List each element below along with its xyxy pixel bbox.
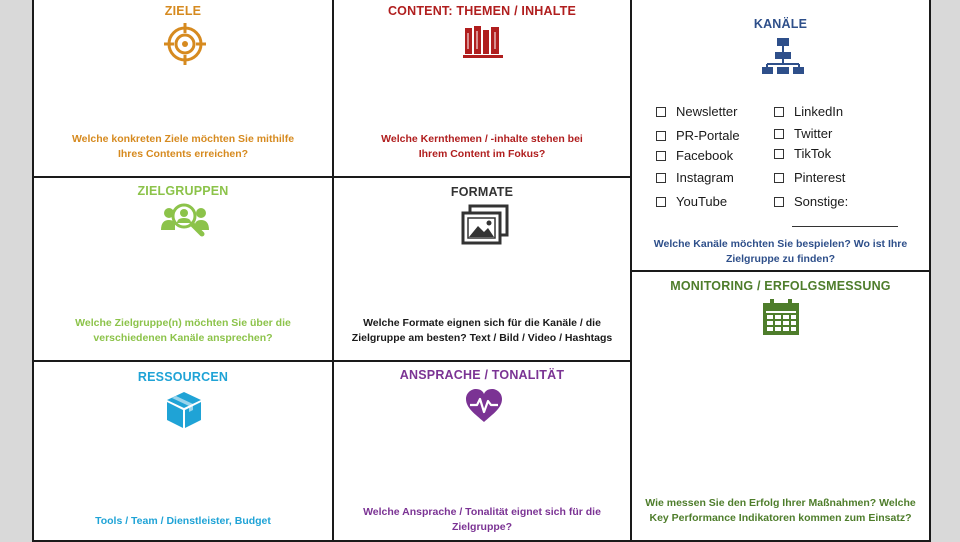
channel-option[interactable] (656, 148, 733, 163)
images-icon (460, 204, 510, 246)
channel-option[interactable] (656, 170, 734, 185)
panel-title-ziele: ZIELE (164, 4, 202, 18)
panel-ziele (32, 0, 334, 178)
panel-question-ziele: Welche konkreten Ziele möchten Sie mithilfe Ihres Contents erreichen? (71, 133, 295, 160)
checkbox[interactable] (656, 151, 666, 161)
panel-title-ressourcen: RESSOURCEN (137, 370, 229, 384)
panel-question-ressourcen: Tools / Team / Dienstleister, Budget (95, 515, 271, 527)
panel-question-ansprache: Welche Ansprache / Tonalität eignet sich für die Zielgruppe? (363, 506, 601, 533)
panel-title-kanaele: KANÄLE (753, 17, 808, 31)
channel-label: Instagram (676, 170, 734, 185)
channel-option[interactable] (774, 146, 831, 161)
channel-label: Twitter (794, 126, 833, 141)
panel-formate (332, 176, 632, 362)
heart-pulse-icon (465, 388, 503, 424)
target-icon (163, 22, 207, 66)
panel-ressourcen (32, 360, 334, 542)
panel-title-content: CONTENT: THEMEN / INHALTE (387, 4, 577, 18)
panel-question-content: Welche Kernthemen / -inhalte stehen bei Ihrem Content im Fokus? (381, 133, 583, 160)
panel-question-kanaele: Welche Kanäle möchten Sie bespielen? Wo ist Ihre Zielgruppe zu finden? (653, 238, 908, 265)
channel-label: TikTok (794, 146, 832, 161)
checkbox[interactable] (656, 197, 666, 207)
books-icon (463, 24, 503, 60)
channel-label: Sonstige: (794, 194, 849, 209)
panel-title-ansprache: ANSPRACHE / TONALITÄT (399, 368, 565, 382)
channel-label: YouTube (676, 194, 728, 209)
channel-label: Pinterest (794, 170, 846, 185)
panel-question-zielgruppen: Welche Zielgruppe(n) möchten Sie über die verschiedenen Kanäle ansprechen? (75, 317, 291, 344)
checkbox[interactable] (774, 107, 784, 117)
calendar-icon (762, 298, 800, 336)
channel-label: Newsletter (676, 104, 738, 119)
sitemap-icon (761, 37, 805, 75)
panel-title-zielgruppen: ZIELGRUPPEN (137, 184, 229, 198)
panel-question-monitoring: Wie messen Sie den Erfolg Ihrer Maßnahmen? Welche Key Performance Indikatoren kommen zum Einsatz? (645, 497, 916, 524)
box-icon (165, 390, 203, 430)
channel-option[interactable] (656, 194, 727, 209)
panel-content (332, 0, 632, 178)
channel-option[interactable] (656, 104, 737, 119)
checkbox[interactable] (774, 149, 784, 159)
channel-option[interactable] (774, 194, 848, 209)
channel-option[interactable] (656, 128, 740, 143)
checkbox[interactable] (774, 197, 784, 207)
panel-zielgruppen (32, 176, 334, 362)
channel-label: Facebook (676, 148, 734, 163)
channel-label: LinkedIn (794, 104, 844, 119)
checkbox[interactable] (656, 173, 666, 183)
checkbox[interactable] (774, 129, 784, 139)
panel-question-formate: Welche Formate eignen sich für die Kanäle / die Zielgruppe am besten? Text / Bild / Video / Hashtags (351, 317, 613, 344)
channel-option[interactable] (774, 126, 832, 141)
panel-title-monitoring: MONITORING / ERFOLGSMESSUNG (670, 279, 891, 293)
channel-option[interactable] (774, 170, 845, 185)
channel-label: PR-Portale (676, 128, 740, 143)
content-strategy-board (32, 0, 931, 542)
panel-title-formate: FORMATE (450, 185, 514, 199)
panel-monitoring (630, 270, 931, 542)
channel-option[interactable] (774, 104, 843, 119)
checkbox[interactable] (656, 131, 666, 141)
panel-kanaele (630, 0, 931, 272)
audience-search-icon (160, 202, 210, 238)
panel-ansprache (332, 360, 632, 542)
checkbox[interactable] (656, 107, 666, 117)
checkbox[interactable] (774, 173, 784, 183)
other-channel-line[interactable] (792, 226, 898, 227)
